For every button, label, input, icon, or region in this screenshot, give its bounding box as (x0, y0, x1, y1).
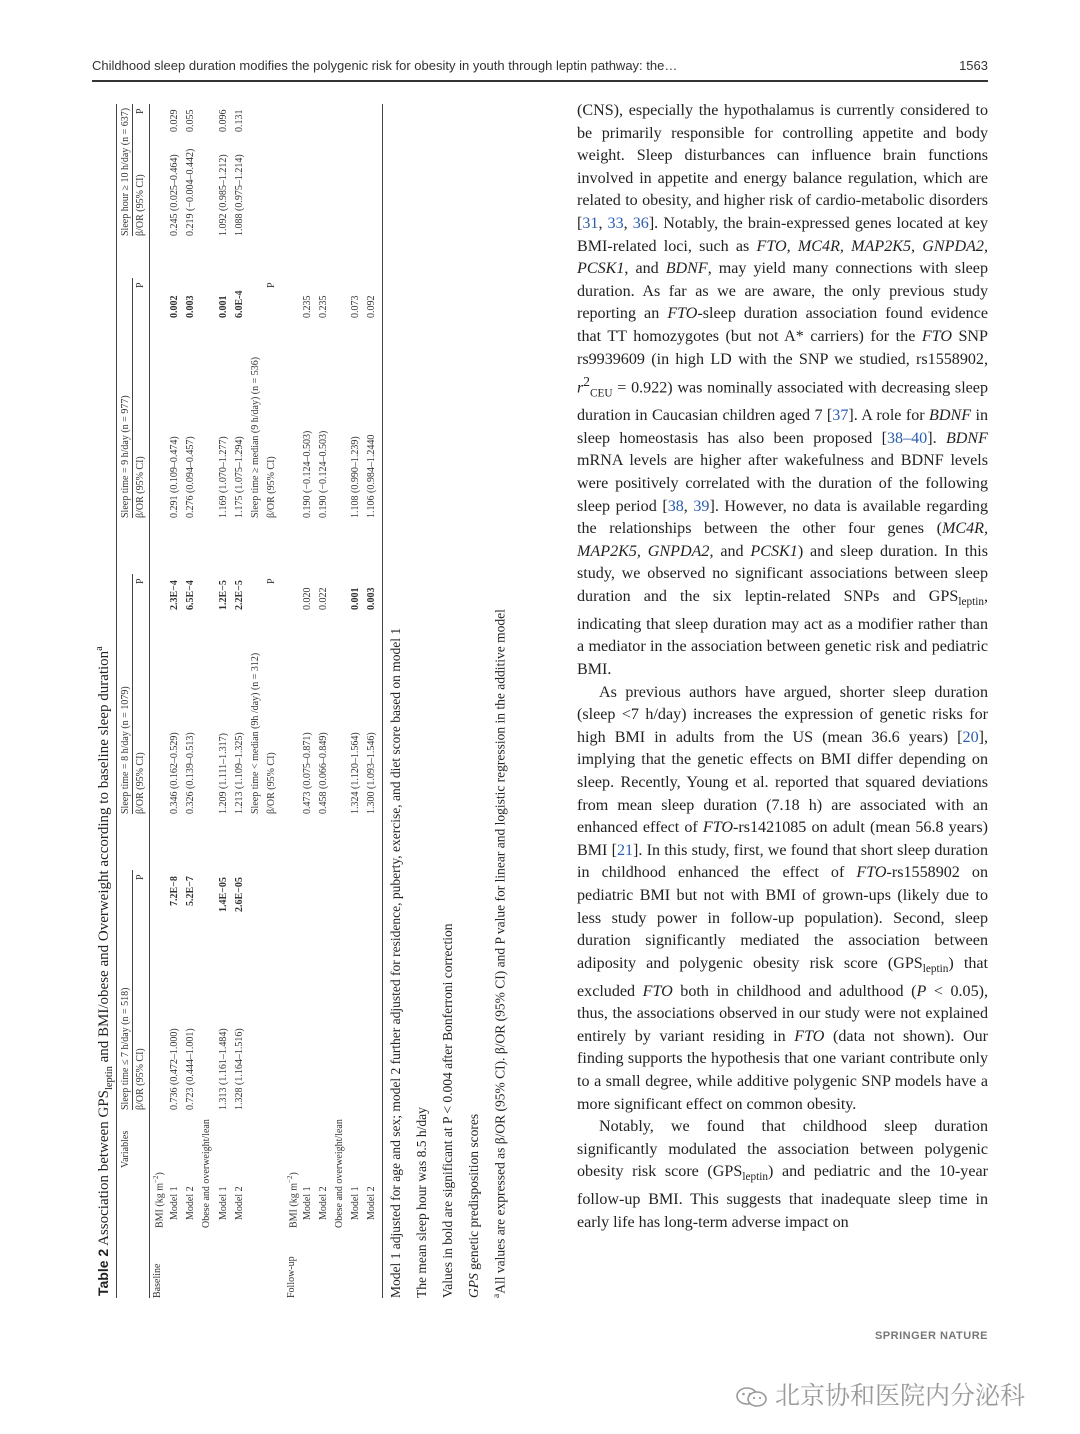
watermark-text: 北京协和医院内分泌科 (775, 1381, 1026, 1410)
italic-run: FTO (794, 1027, 825, 1045)
table-cell: 1.209 (1.111–1.317) (218, 733, 229, 814)
row-label-model: Model 1 (302, 1186, 313, 1220)
text-run: ]. Notably, the brain-expressed genes located at key BMI-related loci, such as (577, 214, 988, 255)
subscript: leptin (958, 596, 984, 609)
table-cell: 1.175 (1.075–1.294) (234, 436, 245, 518)
italic-run: FTO (642, 982, 673, 1000)
bmi-label-sup: −2 (152, 1175, 160, 1183)
subheader-beta: β/OR (95% CI) (135, 1048, 146, 1110)
text-run: ]. A role for (848, 407, 930, 425)
text-run: ) that excluded (577, 954, 988, 1000)
table-cell: 0.346 (0.162–0.529) (169, 732, 180, 814)
table-cell: 0.002 (169, 295, 180, 318)
table-bottom-rule (382, 104, 383, 1298)
table-cell: 0.022 (318, 587, 329, 610)
italic-run: BDNF (665, 260, 708, 278)
table-note-gps (466, 1114, 482, 1298)
citation-link[interactable]: 20 (962, 728, 979, 746)
gps-abbr: GPS (466, 1273, 481, 1298)
row-label-model: Model 2 (234, 1186, 245, 1220)
table-cell: 2.2E−5 (234, 580, 245, 610)
table-cell: 6.5E−4 (185, 580, 196, 610)
italic-run: FTO (667, 305, 698, 323)
gps-definition: genetic predisposition scores (466, 1113, 481, 1274)
group-rule (132, 574, 133, 814)
table-cell: 0.096 (218, 109, 229, 132)
row-label-bmi (152, 1172, 165, 1228)
row-label-model: Model 2 (185, 1186, 196, 1220)
group-header: Sleep time ≤ 7 h/day (n = 518) (120, 987, 131, 1110)
row-label-model: Model 1 (350, 1186, 361, 1220)
row-label-obese: Obese and overweight/lean (334, 1119, 345, 1228)
text-run: < 0.05), thus, the associations observed in our study were not explained entirely by variant residing in (577, 982, 988, 1045)
superscript: 2 (583, 374, 590, 390)
publisher-logo: SPRINGER NATURE (874, 1330, 988, 1342)
note-a-text: All values are expressed as β/OR (95% CI). β/OR (95% CI) and P value for linear and logistic regression in the additive model (492, 609, 508, 1294)
subheader-beta: β/OR (95% CI) (135, 752, 146, 814)
table-note: Values in bold are significant at P < 0.004 after Bonferroni correction (440, 923, 455, 1298)
text-run: , and (709, 542, 751, 560)
table-cell: 0.055 (185, 109, 196, 132)
header-rule (92, 80, 988, 82)
subheader-beta: β/OR (95% CI) (135, 174, 146, 236)
note-a-sup: a (492, 1293, 502, 1298)
text-run: Notably, we found that childhood sleep duration significantly modulated the association between polygenic obesity risk score (GPS (577, 1118, 988, 1181)
text-run: ) and pediatric and the 10-year follow-up BMI. This suggests that inadequate sleep time in early life has long-term adverse impact on (577, 1163, 988, 1231)
table-cell: 6.0E-4 (234, 290, 245, 318)
bmi-label-close: ) (288, 1172, 300, 1176)
group-header: Sleep time = 9 h/day (n = 977) (120, 395, 131, 518)
table-cell: 0.245 (0.025–0.464) (169, 154, 180, 236)
table-cell: 1.2E−5 (218, 580, 229, 610)
subscript: leptin (922, 962, 949, 975)
italic-run: FTO (856, 864, 887, 882)
table-note: Model 1 adjusted for age and sex; model 2 further adjusted for residence, puberty, exercise, and diet score based on model 1 (388, 627, 403, 1298)
table-note: The mean sleep hour was 8.5 h/day (414, 1107, 429, 1298)
subheader-p: P (266, 578, 277, 584)
italic-run: BDNF (945, 429, 988, 447)
table-cell: 1.300 (1.093–1.546) (366, 732, 377, 814)
section-followup: Follow-up (286, 1256, 297, 1298)
text-run: in sleep homeostasis has also been proposed [ (577, 407, 989, 447)
table-cell: 1.324 (1.120–1.564) (350, 732, 361, 814)
text-run: ) and sleep duration. In this study, we observed no significant associations between sleep duration and the six leptin-related SNPs and GPS (577, 542, 988, 606)
bmi-label-text: BMI (kg m (288, 1183, 300, 1228)
group-rule (132, 870, 133, 1110)
table-cell: 0.235 (318, 295, 329, 318)
text-run: -rs1421085 on adult (mean 56.8 years) BMI [ (577, 819, 988, 859)
table-cell: 1.092 (0.985–1.212) (218, 154, 229, 236)
table-cell: 0.131 (234, 109, 245, 132)
italic-run: r (577, 379, 584, 397)
text-run: As previous authors have argued, shorter sleep duration (sleep <7 h/day) increases the expression of genetic risks for high BMI in adults from the US (mean 36.6 years) [ (577, 683, 988, 746)
subheader-beta: β/OR (95% CI) (135, 456, 146, 518)
table-cell: 0.219 (−0.004–0.442) (185, 148, 196, 236)
median-low-header: Sleep time < median (9h /day) (n = 312) (250, 652, 261, 814)
median-high-header: Sleep time ≥ median (9 h/day) (n = 536) (250, 356, 261, 518)
text-run: both in childhood and adulthood ( (672, 982, 917, 1000)
table-cell: 1.4E−05 (218, 877, 229, 912)
citation-link[interactable]: 36 (632, 214, 649, 232)
text-run: , (683, 497, 694, 515)
citation-link[interactable]: 37 (832, 407, 849, 425)
row-label-obese: Obese and overweight/lean (201, 1119, 212, 1228)
paragraph (577, 1116, 988, 1234)
table-cell: 1.106 (0.984–1.2440 (366, 434, 377, 518)
table-cell: 2.3E−4 (169, 580, 180, 610)
citation-link[interactable]: 38 (667, 497, 684, 515)
italic-run: BDNF (929, 407, 972, 425)
bmi-label-close: ) (154, 1172, 166, 1176)
subheader-p: P (135, 108, 146, 114)
table-cell: 1.213 (1.109–1.325) (234, 732, 245, 814)
table-header-rule (149, 104, 150, 1298)
subheader-p: P (135, 282, 146, 288)
running-header (92, 58, 988, 80)
table-2 (92, 104, 554, 1298)
table-cell: 0.001 (218, 295, 229, 318)
group-rule (132, 104, 133, 236)
subheader-beta: β/OR (95% CI) (266, 752, 277, 814)
table-cell: 0.092 (366, 295, 377, 318)
table-cell: 2.6E−05 (234, 877, 245, 912)
table-top-rule (116, 104, 117, 1298)
table-cell: 0.190 (−0.124–0.503) (302, 430, 313, 518)
text-run: ], implying that the genetic effects on BMI differ depending on sleep. Recently, Young et al. reported that squared deviations from mean sleep duration (7.18 h) are associated with an enhanced effect of (577, 728, 988, 837)
table-cell: 0.003 (185, 295, 196, 318)
citation-link[interactable]: 21 (616, 841, 634, 859)
row-label-model: Model 2 (318, 1186, 329, 1220)
table-cell: 0.020 (302, 587, 313, 610)
table-cell: 1.169 (1.070–1.277) (218, 436, 229, 518)
running-title: Childhood sleep duration modifies the polygenic risk for obesity in youth through leptin pathway: the… (92, 58, 678, 73)
subheader-p: P (135, 578, 146, 584)
table-cell: 0.003 (366, 587, 377, 610)
italic-run: FTO (702, 819, 734, 837)
table-cell: 0.736 (0.472–1.000) (169, 1028, 180, 1110)
table-cell: 0.029 (169, 109, 180, 132)
table-cell: 0.190 (−0.124–0.503) (318, 430, 329, 518)
text-run: ]. In this study, first, we found that short sleep duration in childhood enhanced the effect of (577, 841, 988, 882)
text-run: -rs1558902 on pediatric BMI but not with BMI of grown-ups (likely due to less study power in follow-up population). Second, sleep duration significantly mediated the association between adiposity and polygenic obesity risk score (GPS (577, 864, 988, 972)
bmi-label-text: BMI (kg m (154, 1183, 166, 1228)
paragraph (577, 682, 988, 1117)
wechat-icon (735, 1386, 769, 1408)
text-run: , may yield many connections with sleep duration. As far as we are aware, the only previous study reporting an (577, 260, 988, 323)
subheader-p: P (266, 282, 277, 288)
text-run: , indicating that sleep duration may act as a modifier rather than a mediator in the association between genetic risk and pediatric BMI. (577, 588, 988, 679)
row-label-model: Model 1 (218, 1186, 229, 1220)
table-2-region (92, 104, 554, 1298)
text-run: ]. However, no data is available regarding the relationships between the other four genes ( (577, 497, 989, 538)
table-cell: 5.2E−7 (185, 876, 196, 906)
text-run: = 0.922) was nominally associated with decreasing sleep duration in Caucasian children aged 7 [ (577, 379, 988, 425)
body-column (577, 100, 988, 1234)
table-cell: 0.001 (350, 587, 361, 610)
table-cell: 1.313 (1.161–1.484) (218, 1028, 229, 1110)
group-rule (132, 278, 133, 518)
italic-run: P (916, 982, 927, 1000)
text-run: SNP rs9939609 (in high LD with the SNP we studied, rs1558902, (577, 327, 988, 368)
table-caption: Table 2 Association between $GPS_{leptin}$ and BMI/obese and Overweight according to baseline sleep duration$^a$ (94, 646, 115, 1296)
citation-link[interactable]: 38–40 (886, 429, 928, 447)
text-run: ]. (927, 429, 946, 447)
italic-run: FTO, MC4R, MAP2K5, GNPDA2, PCSK1 (577, 237, 988, 278)
subheader-beta: β/OR (95% CI) (266, 456, 277, 518)
text-run: (data not shown). Our finding supports the hypothesis that one variant contribute only to a small degree, while additive polygenic SNP models have a more significant effect on common obesity. (577, 1027, 988, 1113)
section-baseline: Baseline (152, 1263, 163, 1298)
table-cell: 0.473 (0.075–0.871) (302, 732, 313, 814)
table-note-a (492, 609, 509, 1298)
table-cell: 0.723 (0.444–1.001) (185, 1028, 196, 1110)
text-run: , and (624, 260, 666, 278)
table-cell: 7.2E−8 (169, 876, 180, 906)
table-cell: 0.326 (0.139–0.513) (185, 732, 196, 814)
table-cell: 0.291 (0.109–0.474) (169, 436, 180, 518)
group-header: Sleep hour ≥ 10 h/day (n = 637) (120, 107, 131, 236)
text-run: -sleep duration association found evidence that TT homozygotes (but not A* carriers) for the (577, 305, 988, 345)
row-label-bmi (286, 1172, 299, 1228)
table-cell: 0.235 (302, 295, 313, 318)
text-run: mRNA levels are higher after wakefulness and BDNF levels were positively correlated with the duration of the following sleep period [ (577, 452, 988, 515)
citation-link[interactable]: 33 (607, 214, 624, 232)
table-cell: 1.328 (1.164–1.516) (234, 1028, 245, 1110)
subscript: leptin (742, 1171, 768, 1184)
italic-run: PCSK1 (750, 542, 798, 560)
table-cell: 1.088 (0.975–1.214) (234, 154, 245, 236)
text-run: , (598, 214, 608, 232)
italic-run: MC4R, MAP2K5, GNPDA2 (577, 520, 988, 560)
group-header: Sleep time = 8 h/day (n = 1079) (120, 686, 131, 814)
row-label-model: Model 2 (366, 1186, 377, 1220)
table-cell: 1.108 (0.990–1.239) (350, 436, 361, 518)
row-label-model: Model 1 (169, 1186, 180, 1220)
table-cell: 0.458 (0.066–0.849) (318, 732, 329, 814)
table-cell: 0.276 (0.094–0.457) (185, 436, 196, 518)
citation-link[interactable]: 31 (582, 214, 599, 232)
table-cell: 0.073 (350, 295, 361, 318)
subscript: CEU (589, 387, 613, 400)
subheader-p: P (135, 874, 146, 880)
col-variables: Variables (120, 1130, 131, 1168)
page-number: 1563 (959, 58, 988, 73)
bmi-label-sup: −2 (286, 1175, 294, 1183)
italic-run: FTO (921, 327, 952, 345)
wechat-watermark (735, 1376, 1025, 1412)
text-run: (CNS), especially the hypothalamus is currently considered to be primarily responsible for controlling appetite and body weight. Sleep disturbances can influence brain functions involved in appetite and energy balance regulation, which are related to obesity, and higher risk of cardio-metabolic disorders [ (577, 102, 988, 232)
paragraph (577, 100, 988, 682)
citation-link[interactable]: 39 (693, 497, 710, 515)
text-run: , (623, 214, 633, 232)
